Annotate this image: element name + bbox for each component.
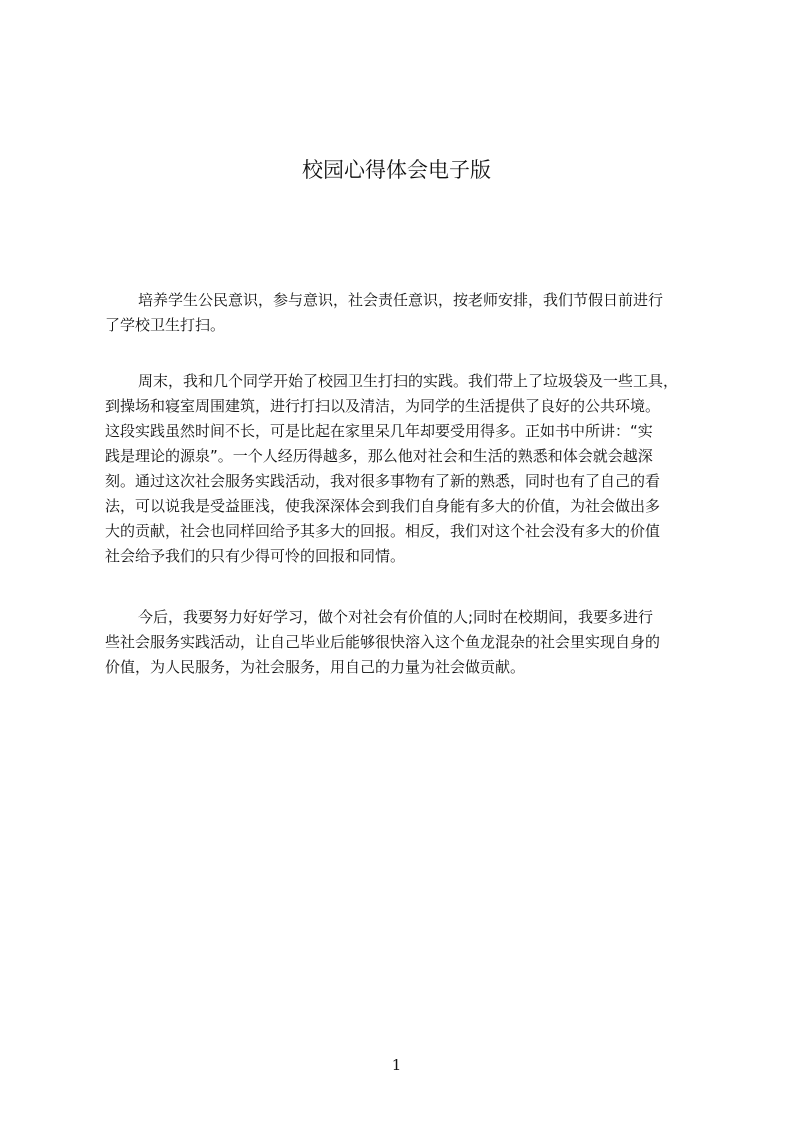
paragraph-3 xyxy=(105,605,701,680)
paragraph-line: 周末，我和几个同学开始了校园卫生打扫的实践。我们带上了垃圾袋及一些工具， xyxy=(138,372,679,390)
paragraph-line: 了学校卫生打扫。 xyxy=(105,316,226,334)
paragraph-line: 践是理论的源泉”。一个人经历得越多，那么他对社会和生活的熟悉和体会就会越深 xyxy=(105,447,653,465)
paragraph-line: 今后，我要努力好好学习，做个对社会有价值的人;同时在校期间，我要多进行 xyxy=(138,608,654,626)
paragraph-2 xyxy=(105,369,701,569)
paragraph-line: 社会给予我们的只有少得可怜的回报和同情。 xyxy=(105,547,406,565)
paragraph-line: 些社会服务实践活动，让自己毕业后能够很快溶入这个鱼龙混杂的社会里实现自身的 xyxy=(105,633,661,651)
page-number: 1 xyxy=(391,1056,402,1074)
paragraph-line: 刻。通过这次社会服务实践活动，我对很多事物有了新的熟悉，同时也有了自己的看 xyxy=(105,472,661,490)
paragraph-line: 到操场和寝室周围建筑，进行打扫以及清洁，为同学的生活提供了良好的公共环境。 xyxy=(105,397,661,415)
document-title: 校园心得体会电子版 xyxy=(302,158,491,183)
paragraph-line: 法，可以说我是受益匪浅，使我深深体会到我们自身能有多大的价值，为社会做出多 xyxy=(105,497,661,515)
paragraph-line: 大的贡献，社会也同样回给予其多大的回报。相反，我们对这个社会没有多大的价值 xyxy=(105,522,661,540)
paragraph-1 xyxy=(105,288,701,338)
paragraph-line: 培养学生公民意识，参与意识，社会责任意识，按老师安排，我们节假日前进行 xyxy=(138,291,664,309)
paragraph-line: 这段实践虽然时间不长，可是比起在家里呆几年却要受用得多。正如书中所讲：“实 xyxy=(105,422,653,440)
paragraph-line: 价值，为人民服务，为社会服务，用自己的力量为社会做贡献。 xyxy=(105,658,526,676)
